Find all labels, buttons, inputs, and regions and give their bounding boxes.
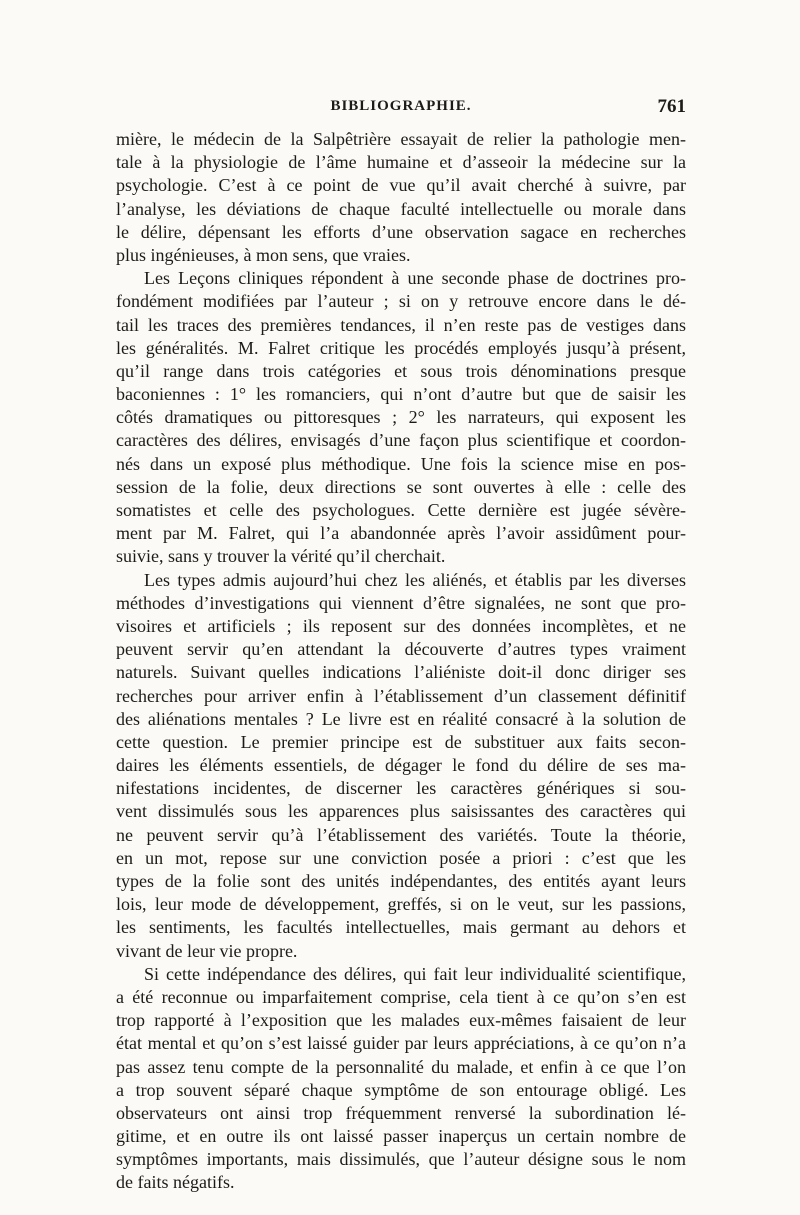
- text-line: naturels. Suivant quelles indications l’aliéniste doit-il donc diriger ses: [116, 662, 686, 683]
- text-line: ment par M. Falret, qui l’a abandonnée après l’avoir assidûment pour-: [116, 523, 686, 544]
- text-line: qu’il range dans trois catégories et sous trois dénominations presque: [116, 360, 686, 381]
- paragraph: [116, 569, 686, 963]
- paragraph: [116, 267, 686, 568]
- text-line: l’analyse, les déviations de chaque faculté intellectuelle ou morale dans: [116, 198, 686, 219]
- text-line: méthodes d’investigations qui viennent d’être signalées, ne sont que pro-: [116, 592, 686, 613]
- text-line: Si cette indépendance des délires, qui fait leur individualité scientifique,: [144, 963, 686, 984]
- text-line: session de la folie, deux directions se sont ouvertes à elle : celle des: [116, 476, 686, 497]
- text-line: pas assez tenu compte de la personnalité du malade, et enfin à ce que l’on: [116, 1056, 686, 1077]
- text-line: des aliénations mentales ? Le livre est en réalité consacré à la solution de: [116, 708, 686, 729]
- text-line: caractères des délires, envisagés d’une façon plus scientifique et coordon-: [116, 430, 686, 451]
- text-line: somatistes et celle des psychologues. Cette dernière est jugée sévère-: [116, 500, 686, 520]
- text-line: baconiennes : 1° les romanciers, qui n’ont d’autre but que de saisir les: [116, 384, 686, 405]
- paragraph: [116, 128, 686, 267]
- text-line: vent dissimulés sous les apparences plus saisissantes des caractères qui: [116, 801, 686, 822]
- text-line: état mental et qu’on s’est laissé guider par leurs appréciations, à ce qu’on n’a: [116, 1033, 686, 1054]
- text-line: cette question. Le premier principe est de substituer aux faits secon-: [116, 731, 686, 752]
- text-line: daires les éléments essentiels, de dégager le fond du délire de ses ma-: [116, 755, 686, 776]
- text-line: peuvent servir qu’en attendant la découverte d’autres types vraiment: [116, 639, 686, 660]
- running-head: [116, 98, 686, 122]
- text-line: fondément modifiées par l’auteur ; si on y retrouve encore dans le dé-: [116, 291, 686, 312]
- text-line: psychologie. C’est à ce point de vue qu’il avait cherché à suivre, par: [116, 175, 686, 196]
- text-line: plus ingénieuses, à mon sens, que vraies.: [116, 244, 411, 265]
- text-line: le délire, dépensant les efforts d’une observation sagace en recherches: [116, 221, 686, 242]
- page-number: 761: [657, 96, 686, 117]
- running-title: BIBLIOGRAPHIE.: [330, 98, 472, 114]
- text-line: gitime, et en outre ils ont laissé passer inaperçus un certain nombre de: [116, 1126, 686, 1147]
- text-line: Les Leçons cliniques répondent à une seconde phase de doctrines pro-: [144, 268, 686, 289]
- text-line: visoires et artificiels ; ils reposent sur des données incomplètes, et ne: [116, 615, 686, 636]
- paragraph: [116, 963, 686, 1195]
- text-line: recherches pour arriver enfin à l’établissement d’un classement définitif: [116, 685, 686, 706]
- text-line: côtés dramatiques ou pittoresques ; 2° les narrateurs, qui exposent les: [116, 407, 686, 428]
- text-line: les sentiments, les facultés intellectuelles, mais germant au dehors et: [116, 917, 686, 938]
- text-line: suivie, sans y trouver la vérité qu’il cherchait.: [116, 546, 446, 567]
- text-line: nés dans un exposé plus méthodique. Une fois la science mise en pos-: [116, 453, 686, 474]
- text-line: trop rapporté à l’exposition que les malades eux-mêmes faisaient de leur: [116, 1010, 686, 1031]
- text-line: a trop souvent séparé chaque symptôme de son entourage obligé. Les: [116, 1079, 686, 1100]
- text-line: observateurs ont ainsi trop fréquemment renversé la subordination lé-: [116, 1102, 686, 1123]
- text-line: Les types admis aujourd’hui chez les aliénés, et établis par les diverses: [144, 569, 686, 590]
- body-text: [116, 128, 686, 1195]
- text-line: de faits négatifs.: [116, 1172, 235, 1193]
- text-line: nifestations incidentes, de discerner les caractères génériques si sou-: [116, 778, 686, 799]
- text-line: a été reconnue ou imparfaitement comprise, cela tient à ce qu’on s’en est: [116, 986, 686, 1007]
- text-line: les généralités. M. Falret critique les procédés employés jusqu’à présent,: [116, 337, 686, 358]
- text-line: vivant de leur vie propre.: [116, 940, 298, 961]
- text-line: mière, le médecin de la Salpêtrière essayait de relier la pathologie men-: [116, 129, 686, 149]
- text-line: tale à la physiologie de l’âme humaine et d’asseoir la médecine sur la: [116, 152, 686, 173]
- text-line: lois, leur mode de développement, greffés, si on le veut, sur les passions,: [116, 894, 686, 915]
- text-line: ne peuvent servir qu’à l’établissement des variétés. Toute la théorie,: [116, 824, 686, 845]
- text-line: en un mot, repose sur une conviction posée a priori : c’est que les: [116, 847, 686, 868]
- text-line: types de la folie sont des unités indépendantes, des entités ayant leurs: [116, 871, 686, 891]
- text-line: symptômes importants, mais dissimulés, que l’auteur désigne sous le nom: [116, 1149, 686, 1170]
- text-line: tail les traces des premières tendances, il n’en reste pas de vestiges dans: [116, 314, 686, 335]
